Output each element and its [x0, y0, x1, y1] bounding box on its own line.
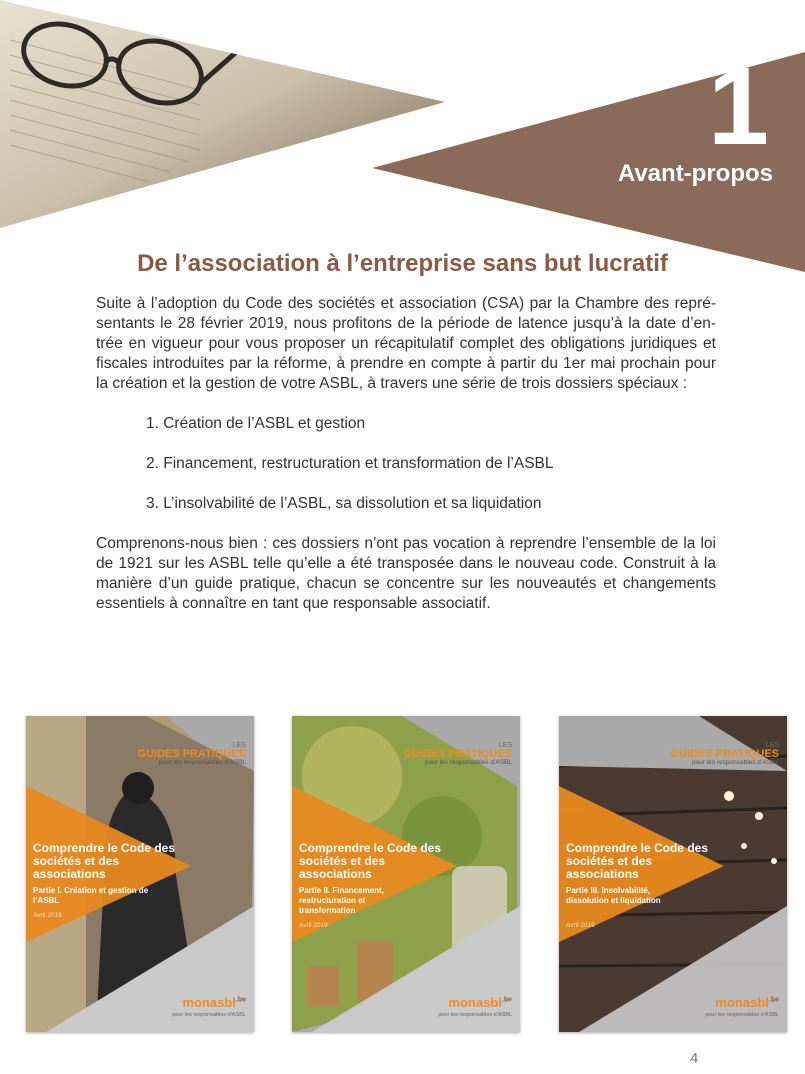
- list-item: 2. Financement, restructuration et transformation de l’ASBL: [146, 455, 554, 472]
- series-logo: LES GUIDES PRATIQUES pour les responsables d’ASBL: [670, 742, 779, 766]
- guide-cover-part-1: [26, 716, 254, 1032]
- cover-title: Comprendre le Code des sociétés et des associations: [566, 841, 709, 881]
- section-title: De l’association à l’entreprise sans but lucratif: [137, 250, 668, 277]
- monasbl-logo: monasbl$^{.be}$ pour les responsables d’ASBL: [705, 995, 779, 1018]
- series-logo: LES GUIDES PRATIQUES pour les responsables d’ASBL: [403, 742, 512, 766]
- closing-paragraph: Comprenons-nous bien : ces dossiers n’ont pas vocation à reprendre l’ensemble de la loi de 1921 sur les ASBL telle qu’elle a été transposée dans le nouveau code. Construit à la manière d’un guide pratique, chacun se concentre sur les nouveautés et changements essentiels à connaître en tant que responsable associatif.: [96, 535, 716, 612]
- cover-part: Partie I. Création et gestion de l’ASBL: [33, 886, 149, 905]
- intro-paragraph: Suite à l’adoption du Code des sociétés et association (CSA) par la Chambre des repré-sentants le 28 février 2019, nous profitons de la période de latence jusqu’à la date d’en-trée en vigueur pour vous proposer un récapitulatif complet des obligations juridiques et fiscales introduites par la réforme, à prendre en compte à partir du 1er mai prochain pour la création et la gestion de votre ASBL, à travers une série de trois dossiers spéciaux :: [96, 295, 716, 392]
- cover-title: Comprendre le Code des sociétés et des associations: [299, 841, 442, 881]
- monasbl-logo: monasbl$^{.be}$ pour les responsables d’ASBL: [438, 995, 512, 1018]
- series-logo: LES GUIDES PRATIQUES pour les responsables d’ASBL: [137, 742, 246, 766]
- list-item: 1. Création de l’ASBL et gestion: [146, 415, 366, 432]
- cover-date: Avril 2019: [299, 922, 328, 929]
- header-artwork: [0, 0, 805, 275]
- cover-title: Comprendre le Code des sociétés et des associations: [33, 841, 176, 881]
- list-item: 3. L’insolvabilité de l’ASBL, sa dissolution et sa liquidation: [146, 495, 542, 512]
- cover-date: Avril 2019: [33, 912, 62, 919]
- cover-part: Partie II. Financement, restructuration et transformation: [299, 886, 384, 915]
- cover-part: Partie III. Insolvabilité, dissolution et liquidation: [566, 886, 661, 905]
- cover-date: Avril 2019: [566, 922, 595, 929]
- guide-cover-part-3: [559, 716, 787, 1032]
- guide-cover-part-2: [292, 716, 520, 1032]
- book-glasses-photo: [0, 0, 450, 230]
- chapter-number: 1: [707, 45, 769, 168]
- page-number: 4: [690, 1050, 699, 1067]
- chapter-title: Avant-propos: [617, 160, 773, 187]
- monasbl-logo: monasbl$^{.be}$ pour les responsables d’ASBL: [172, 995, 246, 1018]
- dossier-list: [146, 414, 554, 534]
